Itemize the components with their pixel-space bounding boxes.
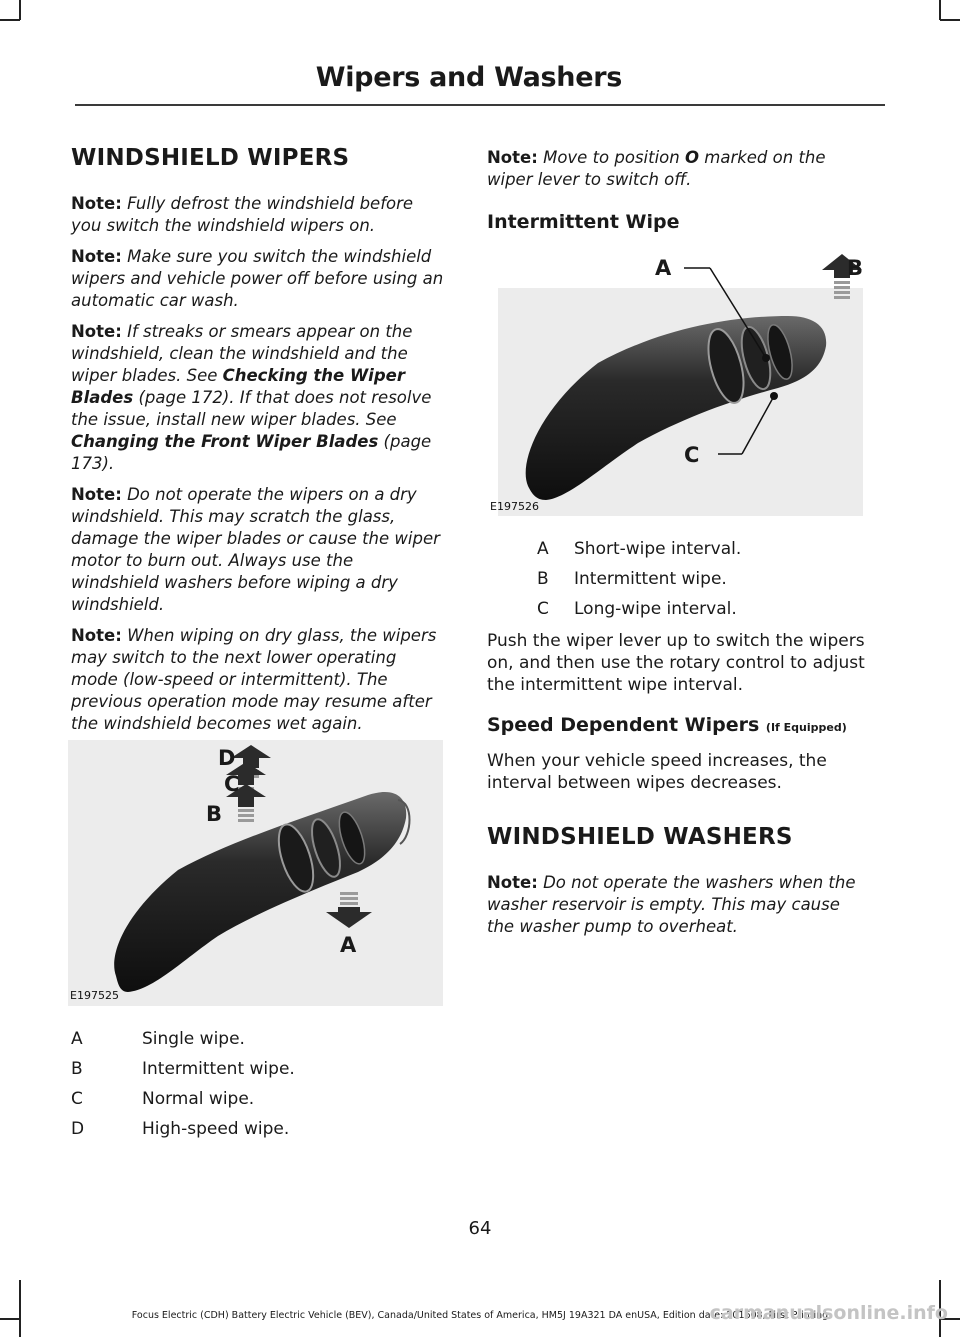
legend-key: B xyxy=(71,1059,83,1079)
intermittent-instructions: Push the wiper lever up to switch the wipers on, and then use the rotary control to adjust the intermittent wipe interval. xyxy=(487,631,865,695)
section-heading-windshield-wipers: WINDSHIELD WIPERS xyxy=(71,145,350,171)
note-label: Note: xyxy=(71,194,122,213)
callout-c: C xyxy=(684,443,700,467)
page-title: Wipers and Washers xyxy=(315,62,622,93)
note xyxy=(71,625,446,735)
note-text: Move to position xyxy=(543,148,685,167)
right-column xyxy=(487,147,862,247)
note-label: Note: xyxy=(487,148,538,167)
crop-mark-bottom-left xyxy=(19,1280,21,1337)
legend-desc: Short-wipe interval. xyxy=(574,539,742,559)
legend-row xyxy=(71,1088,446,1110)
note-text: Make sure you switch the windshield wipers and vehicle power off before using an automatic car wash. xyxy=(71,247,444,310)
legend-row xyxy=(537,568,867,590)
callout-b: B xyxy=(847,256,863,280)
note xyxy=(71,484,446,616)
legend-row xyxy=(537,598,867,620)
note xyxy=(71,246,446,312)
legend-desc: Long-wipe interval. xyxy=(574,599,737,619)
callout-b: B xyxy=(206,802,223,826)
wiper-lever-figure xyxy=(68,740,443,1006)
note xyxy=(487,147,862,191)
left-legend xyxy=(71,1028,446,1148)
sub-heading-speed-dependent-wipers xyxy=(487,714,867,736)
header-rule xyxy=(75,104,885,106)
intermittent-wipe-figure xyxy=(488,248,863,516)
note-text: Do not operate the washers when the washer reservoir is empty. This may cause the washer pump to overheat. xyxy=(487,873,856,936)
legend-desc: Intermittent wipe. xyxy=(574,569,727,589)
section-heading-windshield-washers: WINDSHIELD WASHERS xyxy=(487,824,793,850)
page-number: 64 xyxy=(468,1218,492,1239)
note-label: Note: xyxy=(487,873,538,892)
footer-edition-info: Focus Electric (CDH) Battery Electric Vehicle (BEV), Canada/United States of America, HM5J 19A321 DA enUSA, Edition date: 201608, First Printing xyxy=(131,1310,829,1321)
figure-id: E197526 xyxy=(490,500,539,513)
callout-a: A xyxy=(655,256,672,280)
note-label: Note: xyxy=(71,626,122,645)
note xyxy=(487,872,867,938)
legend-key: B xyxy=(537,569,549,589)
callout-d: D xyxy=(218,746,236,770)
legend-row xyxy=(71,1058,446,1080)
legend-key: C xyxy=(71,1089,83,1109)
callout-a: A xyxy=(340,933,357,957)
legend-key: A xyxy=(71,1029,83,1049)
speed-dependent-text: When your vehicle speed increases, the interval between wipes decreases. xyxy=(487,751,827,793)
callout-c: C xyxy=(224,772,240,796)
figure-id: E197525 xyxy=(70,989,119,1002)
legend-row xyxy=(537,538,867,560)
right-legend xyxy=(537,538,867,620)
note-label: Note: xyxy=(71,322,122,341)
crop-mark-top-right xyxy=(939,0,941,20)
position-o-label: O xyxy=(684,148,700,167)
legend-row xyxy=(71,1028,446,1050)
note-text: (page 173). xyxy=(71,432,432,473)
note-label: Note: xyxy=(71,485,122,504)
legend-row xyxy=(71,1118,446,1140)
legend-desc: Intermittent wipe. xyxy=(142,1059,295,1079)
wiper-lever-illustration xyxy=(68,740,443,1006)
note xyxy=(71,193,446,237)
note-text: marked on the wiper lever to switch off. xyxy=(487,148,826,189)
speed-heading-text: Speed Dependent Wipers xyxy=(487,714,760,736)
note-text: When wiping on dry glass, the wipers may switch to the next lower operating mode (low-speed or intermittent). The previous operation mode may resume after the windshield becomes wet again. xyxy=(71,626,437,733)
crop-mark-top-left xyxy=(0,19,20,21)
legend-key: A xyxy=(537,539,549,559)
left-column xyxy=(71,145,446,744)
note xyxy=(71,321,446,475)
note-text: Do not operate the wipers on a dry windshield. This may scratch the glass, damage the wiper blades or cause the wiper motor to burn out. Always use the windshield washers before wiping a dry windshield. xyxy=(71,485,440,614)
note-text: (page 172). If that does not resolve the issue, install new wiper blades. See xyxy=(71,388,432,429)
legend-key: D xyxy=(71,1119,85,1139)
note-label: Note: xyxy=(71,247,122,266)
if-equipped-tag: (If Equipped) xyxy=(765,721,847,734)
right-lower xyxy=(487,538,867,947)
link-changing-front-wiper-blades[interactable]: Changing the Front Wiper Blades xyxy=(71,432,379,451)
legend-key: C xyxy=(537,599,549,619)
sub-heading-intermittent-wipe: Intermittent Wipe xyxy=(487,211,680,233)
legend-desc: Normal wipe. xyxy=(142,1089,255,1109)
legend-desc: Single wipe. xyxy=(142,1029,245,1049)
wiper-lever-illustration xyxy=(488,248,863,516)
note-text: If streaks or smears appear on the windshield, clean the windshield and the wiper blades. See xyxy=(71,322,413,385)
legend-desc: High-speed wipe. xyxy=(142,1119,290,1139)
link-checking-wiper-blades[interactable]: Checking the Wiper Blades xyxy=(71,366,405,407)
watermark: carmanualsonline.info xyxy=(709,1302,948,1324)
note-text: Fully defrost the windshield before you switch the windshield wipers on. xyxy=(71,194,414,235)
crop-mark-top-right xyxy=(940,19,960,21)
crop-mark-top-left xyxy=(19,0,21,20)
